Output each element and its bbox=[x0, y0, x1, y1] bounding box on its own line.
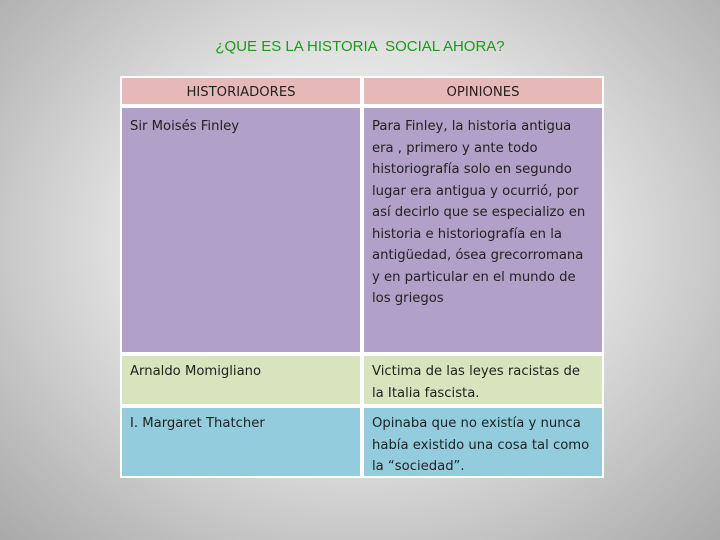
opinion-cell: Victima de las leyes racistas de la Italia fascista. bbox=[362, 354, 604, 406]
slide-title: ¿QUE ES LA HISTORIA SOCIAL AHORA? bbox=[215, 38, 505, 55]
header-opiniones: OPINIONES bbox=[362, 76, 604, 106]
historian-cell: Arnaldo Momigliano bbox=[120, 354, 362, 406]
opinion-cell: Opinaba que no existía y nunca había existido una cosa tal como la “sociedad”. bbox=[362, 406, 604, 478]
header-historiadores: HISTORIADORES bbox=[120, 76, 362, 106]
historian-cell: Sir Moisés Finley bbox=[120, 106, 362, 354]
opinion-cell: Para Finley, la historia antigua era , primero y ante todo historiografía solo en segundo lugar era antigua y ocurrió, por así decirlo que se especializo en historia e historiografía en la antigüedad, ósea grecorromana y en particular en el mundo de los griegos bbox=[362, 106, 604, 354]
historian-cell: I. Margaret Thatcher bbox=[120, 406, 362, 478]
